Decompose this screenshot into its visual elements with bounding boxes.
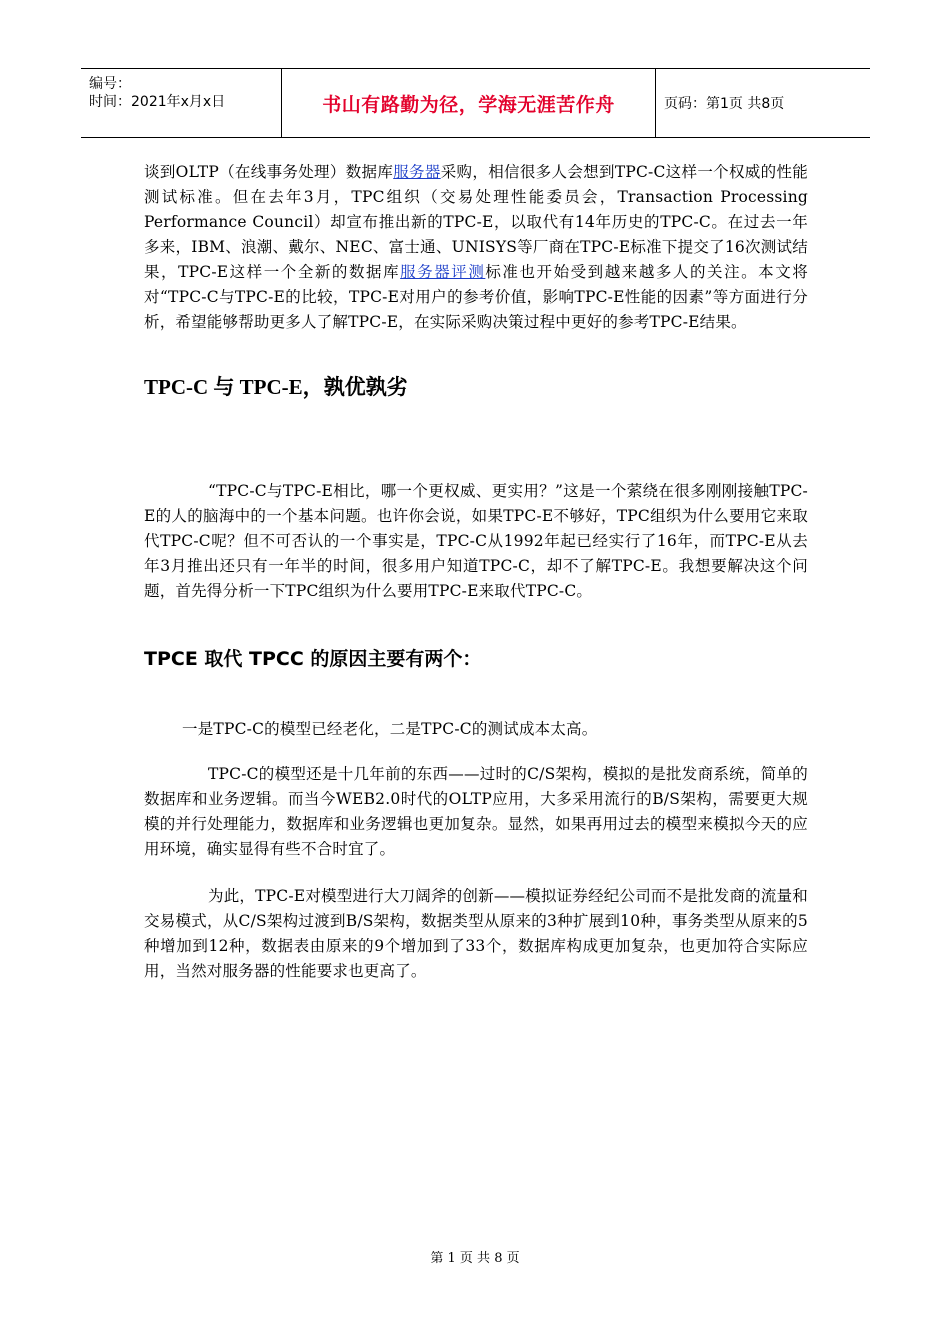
paragraph-reasons-summary: 一是TPC-C的模型已经老化，二是TPC-C的测试成本太高。	[182, 720, 598, 738]
header-page-cell	[654, 69, 870, 137]
paragraph-old-model: TPC-C的模型还是十几年前的东西——过时的C/S架构，模拟的是批发商系统，简单的数据库和业务逻辑。而当今WEB2.0时代的OLTP应用，大多采用流行的B/S架构，需要更大规模的并行处理能力，数据库和业务逻辑也更加复杂。显然，如果再用过去的模型来模拟今天的应用环境，确实显得有些不合时宜了。	[144, 765, 808, 858]
paragraph-new-model: 为此，TPC-E对模型进行大刀阔斧的创新——模拟证券经纪公司而不是批发商的流量和交易模式，从C/S架构过渡到B/S架构，数据类型从原来的3种扩展到10种，事务类型从原来的5种增加到12种，数据表由原来的9个增加到了33个，数据库构成更加复杂，也更加符合实际应用，当然对服务器的性能要求也更高了。	[144, 887, 808, 980]
time-label: 时间：2021年x月x日	[89, 94, 226, 110]
section-heading-comparison: TPC-C 与 TPC-E，孰优孰劣	[144, 375, 408, 399]
page-header	[81, 68, 870, 138]
header-info-cell	[81, 69, 281, 137]
section-heading-reasons: TPCE 取代 TPCC 的原因主要有两个：	[144, 648, 482, 670]
number-label: 编号：	[89, 76, 131, 92]
server-link[interactable]: 服务器	[393, 163, 441, 181]
page-number-label: 页码：第1页 共8页	[664, 96, 785, 112]
paragraph-comparison: “TPC-C与TPC-E相比，哪一个更权威、更实用？”这是一个萦绕在很多刚刚接触TPC-E的人的脑海中的一个基本问题。也许你会说，如果TPC-E不够好，TPC组织为什么要用它来取代TPC-C呢？但不可否认的一个事实是，TPC-C从1992年起已经实行了16年，而TPC-E从去年3月推出还只有一年半的时间，很多用户知道TPC-C，却不了解TPC-E。我想要解决这个问题，首先得分析一下TPC组织为什么要用TPC-E来取代TPC-C。	[144, 482, 808, 600]
header-motto-cell	[281, 69, 656, 137]
intro-text-2: 采购，相信很多人会想到TPC-C这样一个权威的性能测试标准。但在去年3月，TPC组织（交易处理性能委员会，Transaction Processing Performance Council）却宣布推出新的TPC-E，以取代有14年历史的TPC-C。在过去一年多来，IBM、浪潮、戴尔、NEC、富士通、UNISYS等厂商在TPC-E标准下提交了16次测试结果，TPC-E这样一个全新的数据库	[144, 163, 808, 281]
intro-text-3: 标准也开始受到越来越多人的关注。本文将对“TPC-C与TPC-E的比较，TPC-E对用户的参考价值，影响TPC-E性能的因素”等方面进行分析，希望能够帮助更多人了解TPC-E，在实际采购决策过程中更好的参考TPC-E结果。	[144, 263, 808, 331]
page-footer: 第 1 页 共 8 页	[430, 1251, 520, 1266]
document-body	[144, 160, 808, 984]
intro-text-1: 谈到OLTP（在线事务处理）数据库	[144, 163, 394, 181]
motto-text: 书山有路勤为径，学海无涯苦作舟	[322, 93, 615, 116]
paragraph-intro	[144, 160, 808, 335]
server-review-link[interactable]: 服务器评测	[400, 263, 486, 281]
